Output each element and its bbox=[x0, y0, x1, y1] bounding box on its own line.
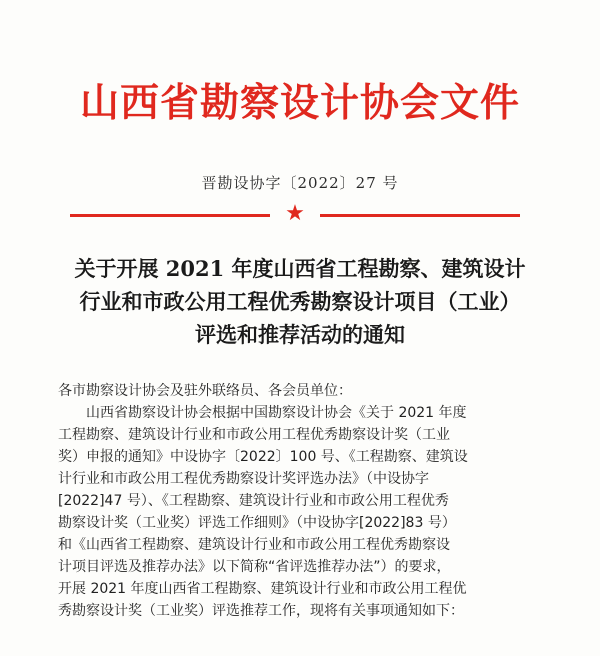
notice-title-line: 行业和市政公用工程优秀勘察设计项目（工业） bbox=[79, 289, 521, 314]
notice-body bbox=[58, 380, 553, 622]
paragraph-line: 奖）申报的通知》中设协字〔2022〕100 号、《工程勘察、建筑设 bbox=[58, 449, 468, 465]
paragraph-line: 开展 2021 年度山西省工程勘察、建筑设计行业和市政公用工程优 bbox=[58, 581, 467, 597]
document-number: 晋勘设协字〔2022〕27 号 bbox=[201, 174, 399, 192]
star-icon: ★ bbox=[285, 201, 305, 226]
notice-title bbox=[40, 252, 560, 351]
paragraph-line: 秀勘察设计奖（工业奖）评选推荐工作，现将有关事项通知如下： bbox=[58, 603, 464, 619]
paragraph-line: 工程勘察、建筑设计行业和市政公用工程优秀勘察设计奖（工业 bbox=[58, 427, 450, 443]
paragraph-line: 计行业和市政公用工程优秀勘察设计奖评选办法》（中设协字 bbox=[58, 471, 429, 487]
red-divider bbox=[70, 201, 520, 226]
divider-line-left bbox=[70, 214, 270, 217]
paragraph-line: 勘察设计奖（工业奖）评选工作细则》（中设协字[2022]83 号） bbox=[58, 515, 456, 531]
paragraph-line: 山西省勘察设计协会根据中国勘察设计协会《关于 2021 年度 bbox=[86, 405, 467, 421]
paragraph-line: [2022]47 号）、《工程勘察、建筑设计行业和市政公用工程优秀 bbox=[58, 493, 449, 509]
org-header-title: 山西省勘察设计协会文件 bbox=[79, 81, 520, 126]
paragraph-line: 和《山西省工程勘察、建筑设计行业和市政公用工程优秀勘察设 bbox=[58, 537, 450, 553]
paragraph-line: 计项目评选及推荐办法》以下简称“省评选推荐办法”）的要求， bbox=[58, 559, 451, 575]
notice-title-line: 关于开展 2021 年度山西省工程勘察、建筑设计 bbox=[74, 256, 526, 281]
salutation: 各市勘察设计协会及驻外联络员、各会员单位： bbox=[58, 383, 352, 399]
divider-line-right bbox=[320, 214, 520, 217]
notice-title-line: 评选和推荐活动的通知 bbox=[195, 322, 405, 347]
